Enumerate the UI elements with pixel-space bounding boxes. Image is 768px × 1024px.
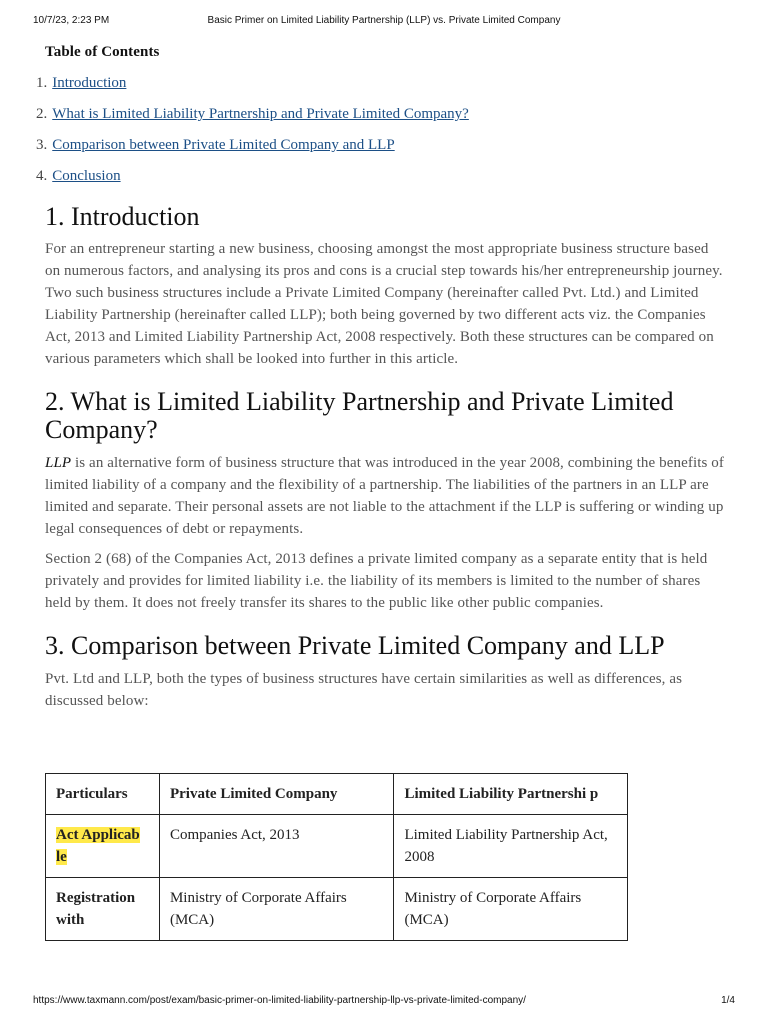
toc-item-number: 2. xyxy=(36,106,48,122)
print-footer xyxy=(0,995,768,1009)
row-particular xyxy=(46,815,160,878)
article-content xyxy=(36,42,725,712)
toc-item xyxy=(36,73,716,93)
page-number: 1/4 xyxy=(721,995,735,1006)
header-llp: Limited Liability Partnershi p xyxy=(394,774,628,815)
row-llp-value: Ministry of Corporate Affairs (MCA) xyxy=(394,878,628,941)
table-row xyxy=(46,878,628,941)
toc-heading: Table of Contents xyxy=(45,44,160,60)
row-pvt-value: Companies Act, 2013 xyxy=(159,815,394,878)
toc-item xyxy=(36,135,716,155)
row-llp-value: Limited Liability Partnership Act, 2008 xyxy=(394,815,628,878)
toc-link-introduction[interactable]: Introduction xyxy=(52,75,127,91)
llp-paragraph xyxy=(45,452,725,540)
highlighted-text: Act Applicab le xyxy=(56,827,140,865)
toc-item xyxy=(36,104,716,124)
page-url: https://www.taxmann.com/post/exam/basic-primer-on-limited-liability-partnership-llp-vs-private-limited-company/ xyxy=(33,995,526,1006)
toc-item xyxy=(36,166,716,186)
toc-link-what-is[interactable]: What is Limited Liability Partnership and Private Limited Company? xyxy=(52,106,469,122)
table-header-row xyxy=(46,774,628,815)
comparison-intro: Pvt. Ltd and LLP, both the types of business structures have certain similarities as well as differences, as discussed below: xyxy=(45,671,683,709)
header-particulars: Particulars xyxy=(46,774,160,815)
print-datetime: 10/7/23, 2:23 PM xyxy=(33,15,110,26)
print-title: Basic Primer on Limited Liability Partnership (LLP) vs. Private Limited Company xyxy=(207,15,561,26)
pvt-ltd-paragraph: Section 2 (68) of the Companies Act, 2013 defines a private limited company as a separate entity that is held privately and provides for limited liability i.e. the liability of its members is limited to the number of shares held by them. It does not freely transfer its shares to the public like other public companies. xyxy=(45,551,708,611)
section-heading-comparison: 3. Comparison between Private Limited Company and LLP xyxy=(45,631,665,660)
intro-paragraph: For an entrepreneur starting a new business, choosing amongst the most appropriate business structure based on numerous factors, and analysing its pros and cons is a crucial step towards his/her entrepreneurship journey. Two such business structures include a Private Limited Company (hereinafter called Pvt. Ltd.) and Limited Liability Partnership (hereinafter called LLP); both being governed by two different acts viz. the Companies Act, 2013 and Limited Liability Partnership Act, 2008 respectively. Both these structures can be compared on various parameters which shall be looked into further in this article. xyxy=(45,241,723,367)
toc-item-number: 4. xyxy=(36,168,48,184)
toc-link-conclusion[interactable]: Conclusion xyxy=(52,168,121,184)
print-header xyxy=(0,15,768,29)
llp-paragraph-text: is an alternative form of business structure that was introduced in the year 2008, combining the benefits of limited liability of a company and the flexibility of a partnership. The liabilities of the partners in an LLP are limited and separate. Their personal assets are not liable to the attachment if the LLP is suffering or winding up legal consequences of debt or repayments. xyxy=(45,455,724,537)
toc-item-number: 1. xyxy=(36,75,48,91)
section-heading-introduction: 1. Introduction xyxy=(45,202,200,231)
table-row xyxy=(46,815,628,878)
table-of-contents xyxy=(36,73,725,186)
llp-term: LLP xyxy=(45,455,72,471)
section-heading-what-is: 2. What is Limited Liability Partnership and Private Limited Company? xyxy=(45,387,674,444)
toc-link-comparison[interactable]: Comparison between Private Limited Company and LLP xyxy=(52,137,395,153)
toc-item-number: 3. xyxy=(36,137,48,153)
comparison-table xyxy=(45,773,628,941)
row-particular: Registration with xyxy=(46,878,160,941)
header-private-limited: Private Limited Company xyxy=(159,774,394,815)
row-pvt-value: Ministry of Corporate Affairs (MCA) xyxy=(159,878,394,941)
